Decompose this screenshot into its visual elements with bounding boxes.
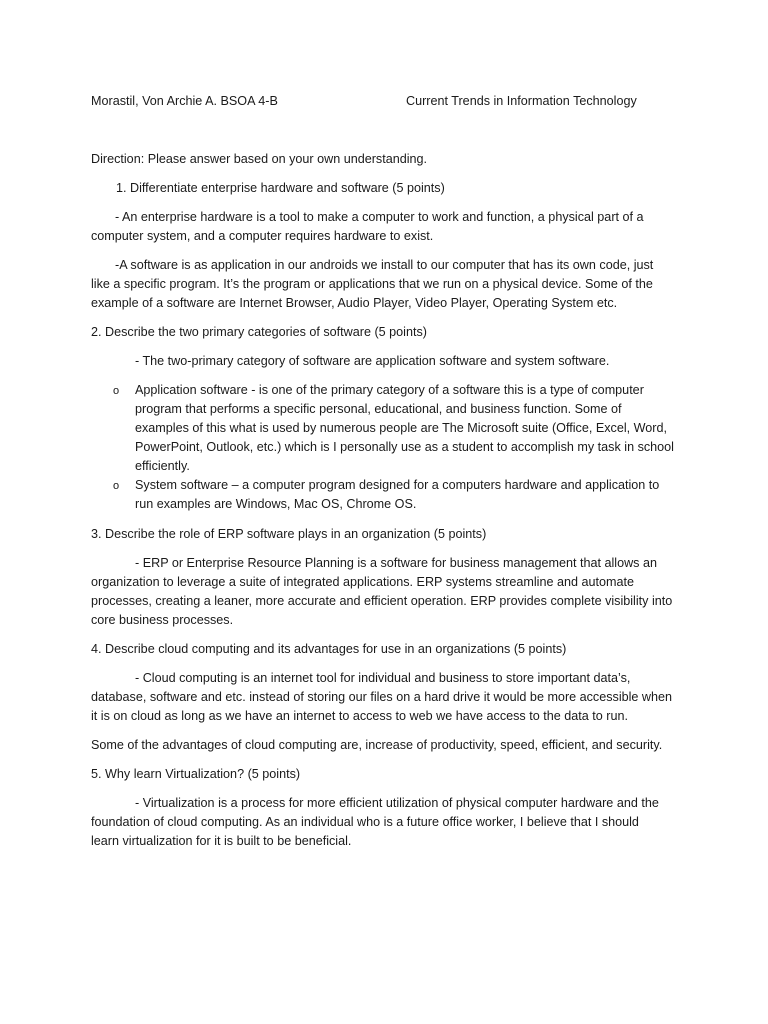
answer-1-hardware-line-2: computer system, and a computer requires hardware to exist.: [91, 229, 434, 243]
answer-3-line-1: - ERP or Enterprise Resource Planning is a software for business management that allows an: [135, 556, 657, 570]
answer-4-line-3: it is on cloud as long as we have an internet to access to web we have access to the data to run.: [91, 709, 628, 723]
student-name: Morastil, Von Archie A. BSOA 4-B: [91, 94, 278, 108]
answer-4-advantages: Some of the advantages of cloud computing are, increase of productivity, speed, efficient, and security.: [91, 738, 663, 752]
answer-5-line-2: foundation of cloud computing. As an individual who is a future office worker, I believe that I should: [91, 815, 639, 829]
answer-5-line-1: - Virtualization is a process for more efficient utilization of physical computer hardware and the: [135, 796, 659, 810]
answer-4-line-2: database, software and etc. instead of storing our files on a hard drive it would be more accessible when: [91, 690, 673, 704]
bullet-2-line-2: run examples are Windows, Mac OS, Chrome OS.: [135, 497, 417, 511]
bullet-1-line-1: Application software - is one of the primary category of a software this is a type of computer: [135, 383, 644, 397]
question-4: 4. Describe cloud computing and its advantages for use in an organizations (5 points): [91, 642, 567, 656]
bullet-marker-1: o: [113, 385, 120, 397]
answer-2-intro: - The two-primary category of software are application software and system software.: [135, 354, 610, 368]
answer-3-line-2: organization to leverage a suite of integrated applications. ERP systems streamline and automate: [91, 575, 635, 589]
course-title: Current Trends in Information Technology: [406, 94, 637, 108]
question-2: 2. Describe the two primary categories of software (5 points): [91, 325, 427, 339]
bullet-1-line-3: examples of this what is used by numerous people are The Microsoft suite (Office, Excel, Word,: [135, 421, 667, 435]
answer-1-software-line-2: like a specific program. It’s the program or applications that we run on a physical device. Some of the: [91, 277, 653, 291]
answer-1-software-line-1: -A software is as application in our androids we install to our computer that has its own code, just: [115, 258, 654, 272]
answer-5-line-3: learn virtualization for it is built to be beneficial.: [91, 834, 352, 848]
direction-text: Direction: Please answer based on your own understanding.: [91, 152, 428, 166]
bullet-1-line-5: efficiently.: [135, 459, 190, 473]
bullet-1-line-2: program that performs a specific personal, educational, and business function. Some of: [135, 402, 622, 416]
bullet-marker-2: o: [113, 480, 120, 492]
bullet-1-line-4: PowerPoint, Outlook, etc.) which is I personally use as a student to accomplish my task in school: [135, 440, 674, 454]
answer-4-line-1: - Cloud computing is an internet tool for individual and business to store important data’s,: [135, 671, 631, 685]
answer-3-line-3: processes, creating a leaner, more accurate and efficient operation. ERP provides complete visibility into: [91, 594, 673, 608]
answer-1-hardware-line-1: - An enterprise hardware is a tool to make a computer to work and function, a physical part of a: [115, 210, 644, 224]
answer-1-software-line-3: example of a software are Internet Browser, Audio Player, Video Player, Operating System etc.: [91, 296, 618, 310]
question-5: 5. Why learn Virtualization? (5 points): [91, 767, 301, 781]
question-1: 1. Differentiate enterprise hardware and software (5 points): [116, 181, 445, 195]
answer-3-line-4: core business processes.: [91, 613, 234, 627]
question-3: 3. Describe the role of ERP software plays in an organization (5 points): [91, 527, 487, 541]
bullet-2-line-1: System software – a computer program designed for a computers hardware and application to: [135, 478, 660, 492]
